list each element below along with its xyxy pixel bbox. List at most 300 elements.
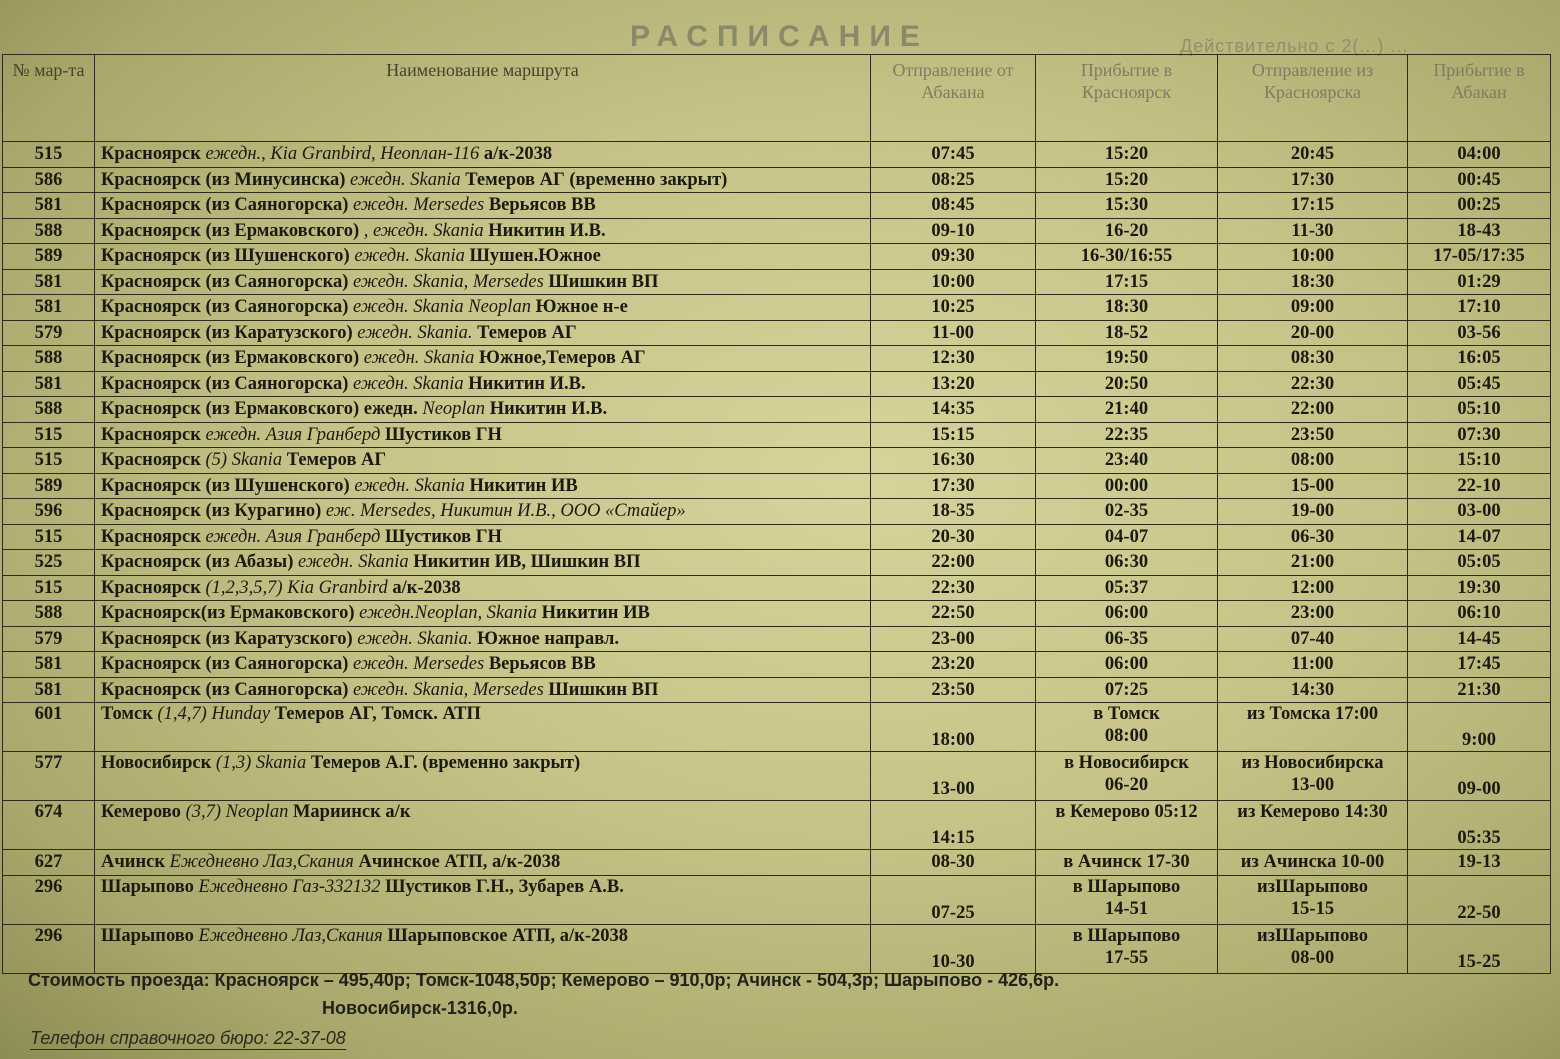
route-number: 589 — [3, 244, 95, 270]
arrival-destination — [1036, 875, 1218, 924]
schedule-row — [3, 752, 1551, 801]
arrival-abakan: 15:10 — [1408, 448, 1551, 474]
departure-krasnoyarsk: 17:30 — [1218, 167, 1408, 193]
route-frequency-bus: Ежедневно Лаз,Скания — [169, 852, 354, 873]
arrival-krasnoyarsk: 18:30 — [1036, 295, 1218, 321]
schedule-row — [3, 524, 1551, 550]
route-name — [95, 244, 871, 270]
route-carrier: Никитин И.В. — [489, 399, 608, 420]
schedule-row — [3, 269, 1551, 295]
schedule-row — [3, 473, 1551, 499]
departure-destination — [1218, 875, 1408, 924]
schedule-row — [3, 244, 1551, 270]
route-name — [95, 473, 871, 499]
arrival-abakan: 14-07 — [1408, 524, 1551, 550]
route-number: 515 — [3, 524, 95, 550]
route-carrier: Южное,Темеров АГ — [478, 348, 646, 369]
departure-krasnoyarsk: 18:30 — [1218, 269, 1408, 295]
departure-abakan: 11-00 — [871, 320, 1036, 346]
arrival-destination-line1: в Томск — [1093, 704, 1160, 724]
route-carrier: а/к-2038 — [392, 577, 461, 598]
arrival-krasnoyarsk: 16-30/16:55 — [1036, 244, 1218, 270]
departure-krasnoyarsk: 12:00 — [1218, 575, 1408, 601]
route-city: Красноярск — [101, 144, 201, 165]
schedule-table — [2, 54, 1551, 974]
arrival-krasnoyarsk: 15:30 — [1036, 193, 1218, 219]
departure-abakan: 10-30 — [871, 924, 1036, 973]
route-city: Красноярск (из Саяногорска) — [101, 373, 349, 394]
route-name — [95, 850, 871, 876]
route-frequency-bus: ежедн. Mersedes — [353, 654, 485, 675]
arrival-abakan: 05:45 — [1408, 371, 1551, 397]
departure-destination-line2: 08-00 — [1290, 947, 1335, 968]
schedule-row — [3, 371, 1551, 397]
schedule-row — [3, 601, 1551, 627]
arrival-krasnoyarsk: 22:35 — [1036, 422, 1218, 448]
arrival-krasnoyarsk: 06-35 — [1036, 626, 1218, 652]
route-number: 515 — [3, 422, 95, 448]
route-number: 581 — [3, 269, 95, 295]
route-city: Красноярск (из Саяногорска) — [101, 679, 349, 700]
departure-krasnoyarsk: 11:00 — [1218, 652, 1408, 678]
departure-abakan: 08:45 — [871, 193, 1036, 219]
arrival-abakan: 17-05/17:35 — [1408, 244, 1551, 270]
departure-krasnoyarsk: 07-40 — [1218, 626, 1408, 652]
schedule-row — [3, 448, 1551, 474]
departure-destination-line2: 13-00 — [1290, 775, 1335, 795]
arrival-krasnoyarsk: 00:00 — [1036, 473, 1218, 499]
route-number: 588 — [3, 397, 95, 423]
arrival-destination: в Ачинск 17-30 — [1036, 850, 1218, 876]
route-number: 596 — [3, 499, 95, 525]
departure-krasnoyarsk: 23:00 — [1218, 601, 1408, 627]
route-number: 581 — [3, 677, 95, 703]
route-city: Шарыпово — [101, 925, 194, 946]
arrival-abakan: 16:05 — [1408, 346, 1551, 372]
arrival-abakan: 17:45 — [1408, 652, 1551, 678]
arrival-abakan: 19-13 — [1408, 850, 1551, 876]
arrival-abakan: 17:10 — [1408, 295, 1551, 321]
route-name — [95, 320, 871, 346]
route-frequency-bus: (5) Skania — [205, 450, 283, 471]
route-number: 581 — [3, 193, 95, 219]
validity-note: Действительно с 2(...) ... — [1180, 36, 1409, 56]
route-name — [95, 575, 871, 601]
route-frequency-bus: еж. Mersedes, Никитин И.В., ООО «Стайер» — [325, 501, 686, 522]
route-name — [95, 875, 871, 924]
arrival-destination-line1: в Новосибирск — [1064, 753, 1189, 773]
schedule-row — [3, 875, 1551, 924]
route-carrier: Южное направл. — [477, 628, 619, 649]
route-number: 579 — [3, 320, 95, 346]
schedule-row — [3, 703, 1551, 752]
departure-abakan: 22:00 — [871, 550, 1036, 576]
route-carrier: Шарыповское АТП, а/к-2038 — [387, 925, 629, 946]
route-frequency-bus: ежедн. Skania — [363, 348, 475, 369]
route-frequency-bus: ежедн. Азия Гранберд — [205, 526, 381, 547]
departure-destination-line2: 15-15 — [1290, 898, 1335, 919]
route-name — [95, 448, 871, 474]
departure-krasnoyarsk: 08:30 — [1218, 346, 1408, 372]
route-name — [95, 801, 871, 850]
route-carrier: Темеров АГ (временно закрыт) — [465, 169, 728, 190]
route-number: 586 — [3, 167, 95, 193]
departure-abakan: 07:45 — [871, 142, 1036, 168]
departure-abakan: 18:00 — [871, 703, 1036, 752]
departure-abakan: 13:20 — [871, 371, 1036, 397]
route-number: 579 — [3, 626, 95, 652]
departure-destination-line1: из Новосибирска — [1241, 753, 1384, 773]
header-row — [3, 55, 1551, 142]
arrival-abakan: 00:25 — [1408, 193, 1551, 219]
departure-destination — [1218, 752, 1408, 801]
departure-abakan: 22:50 — [871, 601, 1036, 627]
arrival-abakan: 00:45 — [1408, 167, 1551, 193]
route-frequency-bus: ежедн. Skania — [350, 169, 461, 190]
route-city: Шарыпово — [101, 876, 194, 897]
arrival-destination-line2: 14-51 — [1104, 898, 1149, 919]
route-name — [95, 218, 871, 244]
route-number: 577 — [3, 752, 95, 801]
schedule-row — [3, 499, 1551, 525]
departure-krasnoyarsk: 21:00 — [1218, 550, 1408, 576]
route-number: 515 — [3, 575, 95, 601]
route-city: Красноярск (из Каратузского) — [101, 322, 353, 343]
route-frequency-bus: ежедн. Skania Neoplan — [353, 297, 531, 318]
route-frequency-bus: Ежедневно Лаз,Скания — [198, 925, 383, 946]
schedule-row — [3, 295, 1551, 321]
schedule-row — [3, 801, 1551, 850]
departure-abakan: 08-30 — [871, 850, 1036, 876]
schedule-row — [3, 550, 1551, 576]
departure-abakan: 23:20 — [871, 652, 1036, 678]
arrival-krasnoyarsk: 02-35 — [1036, 499, 1218, 525]
arrival-krasnoyarsk: 17:15 — [1036, 269, 1218, 295]
departure-abakan: 15:15 — [871, 422, 1036, 448]
route-name — [95, 752, 871, 801]
arrival-abakan: 03-00 — [1408, 499, 1551, 525]
departure-abakan: 08:25 — [871, 167, 1036, 193]
route-frequency-bus: ежедн. Skania. — [357, 322, 473, 343]
route-carrier: Шишкин ВП — [548, 679, 659, 700]
route-name — [95, 499, 871, 525]
route-carrier: Никитин ИВ — [469, 475, 578, 496]
arrival-destination-line1: в Кемерово 05:12 — [1055, 802, 1198, 822]
route-carrier: Верьясов ВВ — [488, 654, 596, 675]
schedule-row — [3, 320, 1551, 346]
route-name — [95, 550, 871, 576]
arrival-abakan: 19:30 — [1408, 575, 1551, 601]
arrival-krasnoyarsk: 16-20 — [1036, 218, 1218, 244]
route-carrier: Мариинск а/к — [292, 802, 411, 822]
arrival-abakan: 21:30 — [1408, 677, 1551, 703]
col-route-header: Наименование маршрута — [95, 55, 871, 142]
col-number-header: № мар-та — [3, 55, 95, 142]
departure-abakan: 20-30 — [871, 524, 1036, 550]
route-carrier: Ачинское АТП, а/к-2038 — [358, 852, 561, 873]
route-city: Красноярск (из Ермаковского) — [101, 220, 360, 241]
departure-destination-line1: изШарыпово — [1257, 876, 1368, 897]
fare-info-continued: Новосибирск-1316,0р. — [322, 998, 518, 1018]
route-city: Красноярск — [101, 526, 201, 547]
arrival-abakan: 03-56 — [1408, 320, 1551, 346]
schedule-row — [3, 652, 1551, 678]
departure-abakan: 14:15 — [871, 801, 1036, 850]
departure-krasnoyarsk: 09:00 — [1218, 295, 1408, 321]
route-city: Красноярск (из Саяногорска) — [101, 297, 349, 318]
arrival-krasnoyarsk: 15:20 — [1036, 142, 1218, 168]
route-city: Красноярск — [101, 450, 201, 471]
schedule-row — [3, 397, 1551, 423]
route-city: Ачинск — [101, 852, 165, 873]
route-frequency-bus: ежедн. Skania, Mersedes — [353, 679, 544, 700]
departure-krasnoyarsk: 22:30 — [1218, 371, 1408, 397]
schedule-row — [3, 218, 1551, 244]
route-name — [95, 167, 871, 193]
route-city: Красноярск (из Саяногорска) — [101, 195, 349, 216]
arrival-abakan: 15-25 — [1408, 924, 1551, 973]
departure-abakan: 07-25 — [871, 875, 1036, 924]
arrival-abakan: 05:35 — [1408, 801, 1551, 850]
fare-info: Стоимость проезда: Красноярск – 495,40р; Томск-1048,50р; Кемерово – 910,0р; Ачинск - 504,3р; Шарыпово - 426,6р. — [28, 970, 1060, 990]
route-carrier: Верьясов ВВ — [488, 195, 596, 216]
page-title: РАСПИСАНИЕ — [630, 20, 929, 53]
arrival-abakan: 18-43 — [1408, 218, 1551, 244]
route-city: Красноярск (из Курагино) — [101, 501, 322, 522]
route-number: 627 — [3, 850, 95, 876]
departure-krasnoyarsk: 08:00 — [1218, 448, 1408, 474]
departure-abakan: 09:30 — [871, 244, 1036, 270]
route-frequency-bus: ежедн. Skania — [353, 373, 464, 394]
route-frequency-bus: Ежедневно Газ-332132 — [198, 876, 381, 897]
departure-krasnoyarsk: 15-00 — [1218, 473, 1408, 499]
departure-abakan: 16:30 — [871, 448, 1036, 474]
departure-abakan: 22:30 — [871, 575, 1036, 601]
route-frequency-bus: Neoplan — [422, 399, 486, 420]
departure-abakan: 18-35 — [871, 499, 1036, 525]
departure-krasnoyarsk: 10:00 — [1218, 244, 1408, 270]
schedule-row — [3, 167, 1551, 193]
arrival-krasnoyarsk: 07:25 — [1036, 677, 1218, 703]
schedule-row — [3, 677, 1551, 703]
route-frequency-bus: ежедн. Mersedes — [353, 195, 485, 216]
route-carrier: Шустиков Г.Н., Зубарев А.В. — [385, 876, 624, 897]
route-city: Красноярск (из Ермаковского) ежедн. — [101, 399, 418, 420]
arrival-destination — [1036, 703, 1218, 752]
route-number: 588 — [3, 601, 95, 627]
route-city: Красноярск — [101, 424, 201, 445]
arrival-abakan: 05:10 — [1408, 397, 1551, 423]
arrival-destination — [1036, 752, 1218, 801]
departure-destination — [1218, 801, 1408, 850]
route-frequency-bus: (1,2,3,5,7) Kia Granbird — [205, 577, 388, 598]
departure-krasnoyarsk: 22:00 — [1218, 397, 1408, 423]
departure-destination-line1: изШарыпово — [1257, 925, 1368, 946]
departure-abakan: 23:50 — [871, 677, 1036, 703]
arrival-abakan: 07:30 — [1408, 422, 1551, 448]
route-carrier: Никитин И.В. — [468, 373, 586, 394]
route-name — [95, 422, 871, 448]
arrival-krasnoyarsk: 20:50 — [1036, 371, 1218, 397]
arrival-krasnoyarsk: 15:20 — [1036, 167, 1218, 193]
route-name — [95, 677, 871, 703]
info-phone: Телефон справочного бюро: 22-37-08 — [30, 1028, 346, 1048]
route-name — [95, 269, 871, 295]
route-frequency-bus: , ежедн. Skania — [363, 220, 484, 241]
arrival-krasnoyarsk: 19:50 — [1036, 346, 1218, 372]
schedule-row — [3, 575, 1551, 601]
arrival-abakan: 9:00 — [1408, 703, 1551, 752]
route-frequency-bus: (3,7) Neoplan — [185, 802, 289, 822]
departure-abakan: 09-10 — [871, 218, 1036, 244]
route-frequency-bus: ежедн. Skania, Mersedes — [353, 271, 544, 292]
arrival-destination-line2: 06-20 — [1104, 775, 1149, 795]
arrival-abakan: 22-10 — [1408, 473, 1551, 499]
route-name — [95, 397, 871, 423]
departure-destination — [1218, 703, 1408, 752]
arrival-krasnoyarsk: 05:37 — [1036, 575, 1218, 601]
departure-abakan: 17:30 — [871, 473, 1036, 499]
arrival-krasnoyarsk: 23:40 — [1036, 448, 1218, 474]
schedule-row — [3, 193, 1551, 219]
route-number: 581 — [3, 371, 95, 397]
route-city: Красноярск — [101, 577, 201, 598]
arrival-abakan: 04:00 — [1408, 142, 1551, 168]
arrival-destination — [1036, 801, 1218, 850]
route-carrier: Шустиков ГН — [384, 424, 502, 445]
departure-krasnoyarsk: 20-00 — [1218, 320, 1408, 346]
route-carrier: а/к-2038 — [483, 144, 553, 165]
arrival-destination-line1: в Шарыпово — [1072, 876, 1181, 897]
route-city: Красноярск(из Ермаковского) — [101, 603, 355, 624]
departure-destination — [1218, 924, 1408, 973]
route-carrier: Южное н-е — [535, 297, 628, 318]
route-number: 589 — [3, 473, 95, 499]
departure-krasnoyarsk: 23:50 — [1218, 422, 1408, 448]
route-frequency-bus: ежедн.Neoplan, Skania — [359, 603, 538, 624]
departure-abakan: 13-00 — [871, 752, 1036, 801]
route-frequency-bus: ежедн. Азия Гранберд — [205, 424, 381, 445]
route-city: Красноярск (из Саяногорска) — [101, 271, 349, 292]
schedule-row — [3, 422, 1551, 448]
route-number: 588 — [3, 346, 95, 372]
route-frequency-bus: ежедн. Skania — [354, 246, 465, 267]
route-city: Красноярск (из Минусинска) — [101, 169, 346, 190]
route-name — [95, 193, 871, 219]
route-name — [95, 652, 871, 678]
arrival-krasnoyarsk: 06:00 — [1036, 652, 1218, 678]
arrival-destination-line1: в Шарыпово — [1072, 925, 1181, 946]
route-number: 588 — [3, 218, 95, 244]
departure-krasnoyarsk: 06-30 — [1218, 524, 1408, 550]
departure-krasnoyarsk: 11-30 — [1218, 218, 1408, 244]
arrival-abakan: 05:05 — [1408, 550, 1551, 576]
arrival-krasnoyarsk: 18-52 — [1036, 320, 1218, 346]
route-city: Красноярск (из Ермаковского) — [101, 348, 360, 369]
route-name — [95, 346, 871, 372]
arrival-krasnoyarsk: 06:30 — [1036, 550, 1218, 576]
col-arr-krsk-header: Прибытие в Красноярск — [1036, 55, 1218, 142]
route-frequency-bus: ежедн., Kia Granbird, Неоплан-116 — [205, 144, 480, 165]
col-arr-abakan-header: Прибытие в Абакан — [1408, 55, 1551, 142]
route-city: Красноярск (из Шушенского) — [101, 475, 350, 496]
route-city: Красноярск (из Саяногорска) — [101, 654, 349, 675]
route-carrier: Шушен.Южное — [469, 246, 601, 267]
arrival-krasnoyarsk: 06:00 — [1036, 601, 1218, 627]
route-name — [95, 295, 871, 321]
route-carrier: Темеров АГ — [286, 450, 387, 471]
route-city: Красноярск (из Абазы) — [101, 552, 294, 573]
route-name — [95, 626, 871, 652]
arrival-abakan: 09-00 — [1408, 752, 1551, 801]
route-city: Красноярск (из Шушенского) — [101, 246, 350, 267]
route-carrier: Темеров АГ, Томск. АТП — [274, 704, 481, 724]
departure-abakan: 23-00 — [871, 626, 1036, 652]
departure-krasnoyarsk: 17:15 — [1218, 193, 1408, 219]
departure-abakan: 10:25 — [871, 295, 1036, 321]
arrival-abakan: 22-50 — [1408, 875, 1551, 924]
col-dep-krsk-header: Отправление из Красноярска — [1218, 55, 1408, 142]
route-frequency-bus: (1,3) Skania — [215, 753, 307, 773]
route-number: 581 — [3, 652, 95, 678]
route-number: 296 — [3, 924, 95, 973]
route-carrier: Шустиков ГН — [384, 526, 502, 547]
route-frequency-bus: ежедн. Skania — [354, 475, 465, 496]
route-number: 525 — [3, 550, 95, 576]
arrival-abakan: 14-45 — [1408, 626, 1551, 652]
route-name — [95, 601, 871, 627]
route-frequency-bus: ежедн. Skania — [297, 552, 409, 573]
departure-krasnoyarsk: 19-00 — [1218, 499, 1408, 525]
schedule-row — [3, 142, 1551, 168]
schedule-row — [3, 924, 1551, 973]
route-frequency-bus: ежедн. Skania. — [357, 628, 473, 649]
route-number: 515 — [3, 448, 95, 474]
arrival-destination — [1036, 924, 1218, 973]
route-city: Красноярск (из Каратузского) — [101, 628, 353, 649]
route-carrier: Темеров АГ — [477, 322, 577, 343]
route-name — [95, 371, 871, 397]
departure-abakan: 14:35 — [871, 397, 1036, 423]
route-name — [95, 924, 871, 973]
route-carrier: Никитин ИВ, Шишкин ВП — [413, 552, 641, 573]
route-carrier: Темеров А.Г. (временно закрыт) — [310, 753, 581, 773]
departure-krasnoyarsk: 14:30 — [1218, 677, 1408, 703]
departure-destination-line1: из Кемерово 14:30 — [1237, 802, 1388, 822]
departure-abakan: 10:00 — [871, 269, 1036, 295]
arrival-destination-line2: 17-55 — [1104, 947, 1149, 968]
route-city: Кемерово — [101, 802, 181, 822]
route-name — [95, 703, 871, 752]
route-name — [95, 524, 871, 550]
schedule-row — [3, 346, 1551, 372]
route-carrier: Никитин ИВ — [541, 603, 650, 624]
departure-destination-line1: из Томска 17:00 — [1246, 704, 1379, 724]
route-name — [95, 142, 871, 168]
arrival-destination-line2: 08:00 — [1104, 726, 1149, 746]
route-frequency-bus: (1,4,7) Hunday — [157, 704, 271, 724]
route-number: 296 — [3, 875, 95, 924]
schedule-row — [3, 850, 1551, 876]
arrival-abakan: 06:10 — [1408, 601, 1551, 627]
arrival-abakan: 01:29 — [1408, 269, 1551, 295]
departure-krasnoyarsk: 20:45 — [1218, 142, 1408, 168]
departure-abakan: 12:30 — [871, 346, 1036, 372]
route-number: 601 — [3, 703, 95, 752]
arrival-krasnoyarsk: 21:40 — [1036, 397, 1218, 423]
route-carrier: Шишкин ВП — [548, 271, 659, 292]
schedule-row — [3, 626, 1551, 652]
